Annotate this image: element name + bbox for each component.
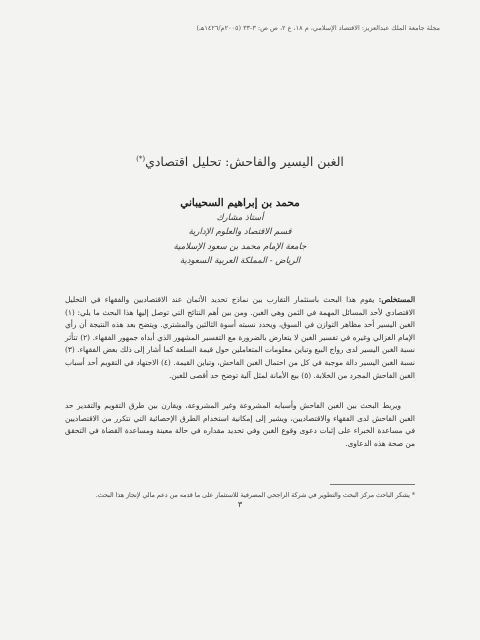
abstract-label: المستخلص: bbox=[378, 295, 415, 304]
paper-title bbox=[60, 154, 420, 169]
abstract-paragraph bbox=[65, 294, 415, 382]
author-block bbox=[120, 196, 360, 269]
footnote: * يشكر الباحث مركز البحث والتطوير في شركة الراجحي المصرفية للاستثمار على ما قدمه من دعم مالي لإنجاز هذا البحث. bbox=[95, 492, 415, 499]
paper-title-text: الغبن اليسير والفاحش: تحليل اقتصادي bbox=[145, 154, 344, 169]
author-university: جامعة الإمام محمد بن سعود الإسلامية bbox=[173, 241, 307, 252]
author-position: أستاذ مشارك bbox=[216, 212, 264, 223]
running-head: مجلة جامعة الملك عبدالعزيز: الاقتصاد الإسلامي، م ١٨، ع ٢، ص ص: ٣-٣٣ (٢٠٠٥م/١٤٢٦هـ) bbox=[196, 24, 440, 32]
page-number: ٣ bbox=[237, 500, 243, 509]
author-name: محمد بن إبراهيم السحيباني bbox=[180, 197, 300, 209]
title-block bbox=[60, 154, 420, 169]
abstract-text: يقوم هذا البحث باستثمار التقارب بين نماذج تحديد الأثمان عند الاقتصاديين والفقهاء في التحليل الاقتصادي لأحد المسائل المهمة في الثمن وهي الغبن. ومن بين أهم النتائج التي توصل إليها هذا البحث ما يلي: (١) الغبن اليسير أحد مظاهر التوازن في السوق، ويحدد نسبته أسوة الثالثين والمشتري. ويتضح بعد هذه النتيجة أن رأي الإمام الغزالي وغيره في تفسير الغبن لا يتعارض بالضرورة مع التفسير المشهور الذي أبداه جمهور الفقهاء. (٢) تتأثر نسبة الغبن اليسير لدى رواج البيع وتباين معلومات المتعاملين حول قيمة السلعة كما أشار إلى ذلك بعض الفقهاء. (٣) نسبة الغبن اليسير دالة موجبة في كل من احتمال الغبن الفاحش، وتباين القيمة. (٤) الاجتهاد في التقويم أحد أسباب الغبن الفاحش المجرد من الخلابة. (٥) بيع الأمانة لمثل آلية توضح حد أقصى للغبن. bbox=[65, 295, 415, 380]
author-department: قسم الاقتصاد والعلوم الإدارية bbox=[188, 227, 292, 237]
author-location: الرياض - المملكة العربية السعودية bbox=[179, 256, 301, 266]
abstract-second-paragraph: ويربط البحث بين الغبن الفاحش وأسبابه المشروعة وغير المشروعة، ويقارن بين طرق التقويم والتقدير حد الغبن الفاحش لدى الفقهاء والاقتصاديين، ويشير إلى إمكانية استخدام الطرق الإحصائية التي تتكرر من الاقتصاديين في مساعدة الخبراء على إثبات دعوى وقوع الغبن وفي تحديد مقداره في حالة معينة ومساعدة القضاة في التحقق من صحة هذه الدعاوى. bbox=[65, 401, 415, 448]
footnote-divider bbox=[330, 484, 415, 485]
title-footnote-marker: (*) bbox=[136, 154, 146, 163]
